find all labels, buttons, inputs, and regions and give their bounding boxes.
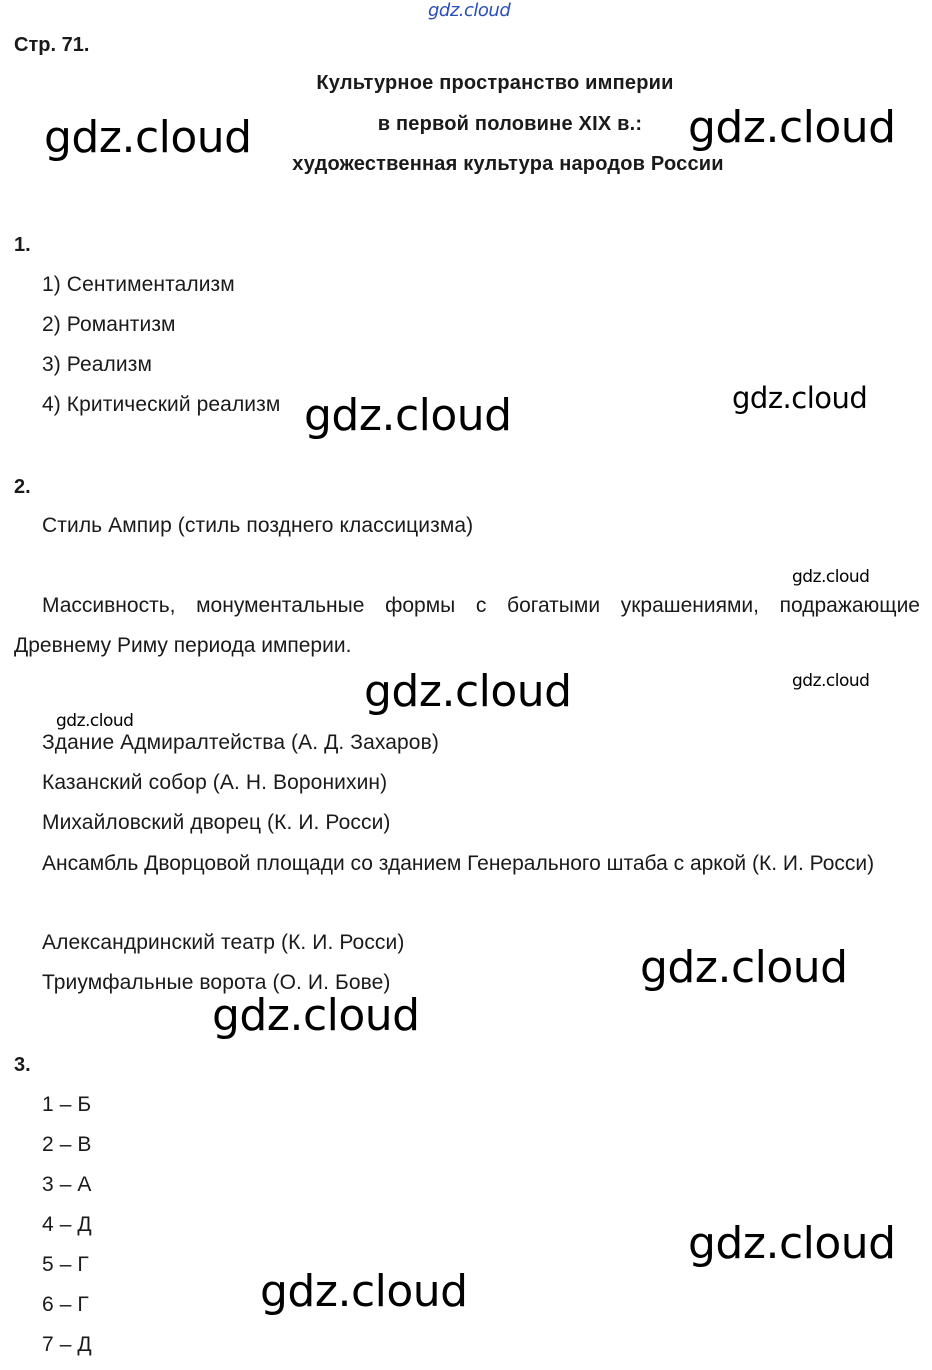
question-1-number: 1. xyxy=(14,234,31,256)
q3-answer: 3 – А xyxy=(42,1173,92,1196)
page-reference: Стр. 71. xyxy=(14,34,90,56)
q2-building: Здание Адмиралтейства (А. Д. Захаров) xyxy=(42,731,439,754)
q2-description: Массивность, монументальные формы с богатыми украшениями, подражающие Древнему Риму периода империи. xyxy=(14,594,920,657)
title-line-3: художественная культура народов России xyxy=(292,153,724,175)
q3-answer: 2 – В xyxy=(42,1133,92,1156)
watermark: gdz.cloud xyxy=(260,1266,468,1317)
watermark: gdz.cloud xyxy=(304,390,512,441)
q3-answer: 4 – Д xyxy=(42,1213,92,1236)
watermark: gdz.cloud xyxy=(688,102,896,153)
q2-building: Триумфальные ворота (О. И. Бове) xyxy=(42,971,391,994)
q2-building: Михайловский дворец (К. И. Росси) xyxy=(42,811,391,834)
q2-building: Ансамбль Дворцовой площади со зданием Генерального штаба с аркой (К. И. Росси) xyxy=(42,852,875,875)
q3-answer: 7 – Д xyxy=(42,1333,92,1356)
q1-item: 2) Романтизм xyxy=(42,313,176,336)
q2-building: Казанский собор (А. Н. Воронихин) xyxy=(42,771,388,794)
question-2-number: 2. xyxy=(14,476,31,498)
watermark-top: gdz.cloud xyxy=(428,0,511,21)
q1-item: 3) Реализм xyxy=(42,353,152,376)
watermark: gdz.cloud xyxy=(364,666,572,717)
q2-style: Стиль Ампир (стиль позднего классицизма) xyxy=(42,514,474,537)
question-3-number: 3. xyxy=(14,1054,31,1076)
title-line-1: Культурное пространство империи xyxy=(316,72,674,94)
watermark: gdz.cloud xyxy=(688,1218,896,1269)
watermark: gdz.cloud xyxy=(640,942,848,993)
watermark: gdz.cloud xyxy=(212,990,420,1041)
q3-answer: 5 – Г xyxy=(42,1253,89,1276)
title-line-2: в первой половине XIX в.: xyxy=(377,113,643,135)
q2-building: Александринский театр (К. И. Росси) xyxy=(42,931,405,954)
watermark: gdz.cloud xyxy=(56,711,134,731)
q3-answer: 6 – Г xyxy=(42,1293,89,1316)
q1-item: 4) Критический реализм xyxy=(42,393,281,416)
watermark: gdz.cloud xyxy=(732,381,868,415)
q1-item: 1) Сентиментализм xyxy=(42,273,235,296)
watermark: gdz.cloud xyxy=(792,567,870,587)
watermark: gdz.cloud xyxy=(44,112,252,163)
q3-answer: 1 – Б xyxy=(42,1093,92,1116)
watermark: gdz.cloud xyxy=(792,671,870,691)
